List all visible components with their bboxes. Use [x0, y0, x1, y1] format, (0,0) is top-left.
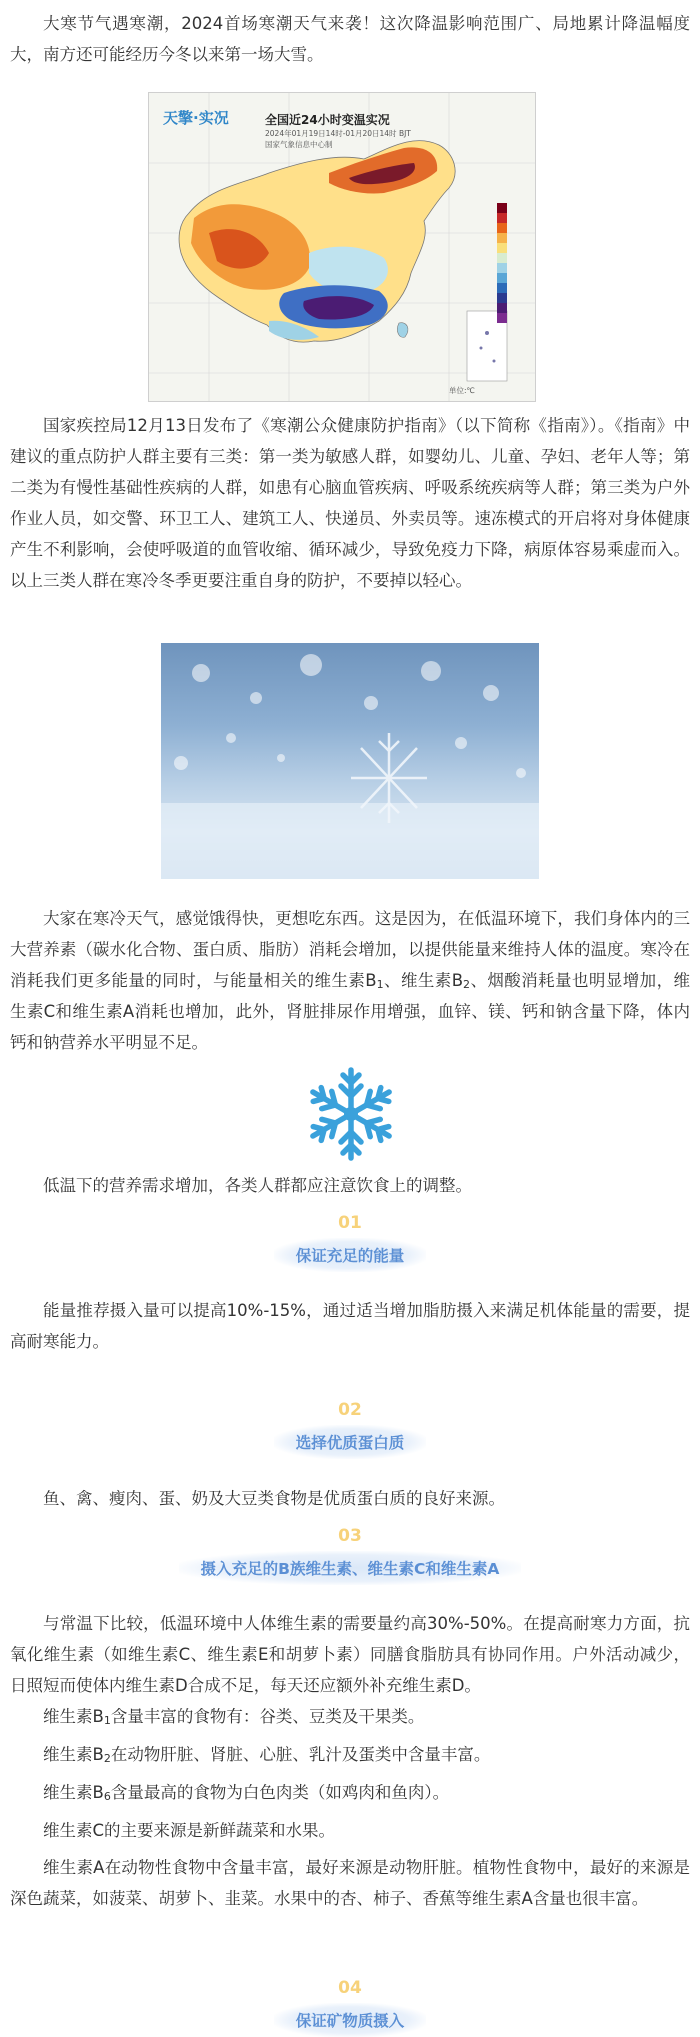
section-header-04 [0, 1977, 700, 2037]
vitamin-b6-paragraph [10, 1777, 690, 1808]
legend-swatch [497, 243, 507, 253]
section-title: 摄入充足的B族维生素、维生素C和维生素A [179, 1551, 522, 1585]
diet-paragraph: 低温下的营养需求增加，各类人群都应注意饮食上的调整。 [43, 1176, 472, 1195]
legend-swatch [497, 313, 507, 323]
section-number: 03 [338, 1526, 362, 1546]
vitamin-b2-paragraph [10, 1739, 690, 1770]
guide-paragraph: 国家疾控局12月13日发布了《寒潮公众健康防护指南》（以下简称《指南》）。《指南》中建议的重点防护人群主要有三类：第一类为敏感人群，如婴幼儿、儿童、孕妇、老年人等；第二类为有慢性基础性疾病的人群，如患有心脑血管疾病、呼吸系统疾病等人群；第三类为户外作业人员，如交警、环卫工人、建筑工人、快递员、外卖员等。速冻模式的开启将对身体健康产生不利影响，会使呼吸道的血管收缩、循环减少，导致免疫力下降，病原体容易乘虚而入。以上三类人群在寒冷冬季更要注重自身的防护，不要掉以轻心。 [10, 416, 690, 590]
section-number: 02 [338, 1400, 362, 1420]
b1-prefix: 维生素B [43, 1707, 104, 1726]
section-header-02 [0, 1399, 700, 1459]
legend-swatch [497, 273, 507, 283]
legend-swatch [497, 293, 507, 303]
nutrient-sub-2: 2 [463, 978, 471, 991]
snowflake-icon [300, 1063, 402, 1165]
legend-swatch [497, 303, 507, 313]
section-header-03 [0, 1525, 700, 1585]
section-header-01 [0, 1212, 700, 1272]
legend-swatch [497, 213, 507, 223]
map-org: 国家气象信息中心制 [265, 140, 333, 149]
b6-prefix: 维生素B [43, 1783, 104, 1802]
intro-paragraph: 大寒节气遇寒潮，2024首场寒潮天气来袭！这次降温影响范围广、局地累计降温幅度大，南方还可能经历今冬以来第一场大雪。 [10, 14, 690, 64]
china-map-image [149, 93, 535, 401]
nutrient-text-3: 、烟酸消耗量也明显增加，维生素C和维生素A消耗也增加，此外，肾脏排尿作用增强，血锌、镁、钙和钠含量下降，体内钙和钠营养水平明显不足。 [10, 971, 690, 1052]
nutrient-sub-1: 1 [376, 978, 384, 991]
section-number: 01 [338, 1213, 362, 1233]
section-3-paragraph: 与常温下比较，低温环境中人体维生素的需要量约高30%-50%。在提高耐寒力方面，抗氧化维生素（如维生素C、维生素E和胡萝卜素）同膳食脂肪具有协同作用。户外活动减少，日照短而使体内维生素D合成不足，每天还应额外补充维生素D。 [10, 1614, 690, 1695]
b2-sub: 2 [103, 1752, 111, 1765]
b2-prefix: 维生素B [43, 1745, 104, 1764]
temperature-change-map [148, 92, 536, 402]
b2-text: 在动物肝脏、肾脏、心脏、乳汁及蛋类中含量丰富。 [110, 1745, 491, 1764]
map-unit: 单位:℃ [449, 386, 475, 395]
b6-sub: 6 [103, 1790, 111, 1803]
legend-swatch [497, 263, 507, 273]
b1-text: 含量丰富的食物有：谷类、豆类及干果类。 [110, 1707, 425, 1726]
section-number: 04 [338, 1978, 362, 1998]
section-2-paragraph: 鱼、禽、瘦肉、蛋、奶及大豆类食物是优质蛋白质的良好来源。 [43, 1489, 505, 1508]
legend-swatch [497, 223, 507, 233]
map-title: 全国近24小时变温实况 [265, 113, 390, 127]
section-1-paragraph: 能量推荐摄入量可以提高10%-15%，通过适当增加脂肪摄入来满足机体能量的需要，提高耐寒能力。 [10, 1301, 690, 1351]
nutrient-text-2: 、维生素B [383, 971, 464, 990]
section-title: 选择优质蛋白质 [274, 1425, 427, 1459]
snowflake-photo [161, 643, 539, 879]
map-legend [497, 203, 507, 323]
b6-text: 含量最高的食物为白色肉类（如鸡肉和鱼肉）。 [110, 1783, 450, 1802]
nutrient-text-1: 大家在寒冷天气，感觉饿得快，更想吃东西。这是因为，在低温环境下，我们身体内的三大营养素（碳水化合物、蛋白质、脂肪）消耗会增加，以提供能量来维持人体的温度。寒冷在消耗我们更多能量的同时，与能量相关的维生素B [10, 909, 690, 990]
legend-swatch [497, 203, 507, 213]
snow-photo-image [161, 643, 539, 879]
map-logo: 天擎·实况 [163, 109, 229, 127]
nutrient-paragraph [10, 903, 690, 1058]
b1-sub: 1 [103, 1714, 111, 1727]
vitamin-c-paragraph: 维生素C的主要来源是新鲜蔬菜和水果。 [43, 1821, 336, 1840]
legend-swatch [497, 253, 507, 263]
map-subtitle: 2024年01月19日14时-01月20日14时 BJT [265, 129, 411, 138]
section-title: 保证充足的能量 [274, 1238, 427, 1272]
legend-swatch [497, 283, 507, 293]
section-title: 保证矿物质摄入 [274, 2003, 427, 2037]
vitamin-a-paragraph: 维生素A在动物性食物中含量丰富，最好来源是动物肝脏。植物性食物中，最好的来源是深色蔬菜，如菠菜、胡萝卜、韭菜。水果中的杏、柿子、香蕉等维生素A含量也很丰富。 [10, 1858, 690, 1908]
vitamin-b1-paragraph [10, 1701, 690, 1732]
legend-swatch [497, 233, 507, 243]
